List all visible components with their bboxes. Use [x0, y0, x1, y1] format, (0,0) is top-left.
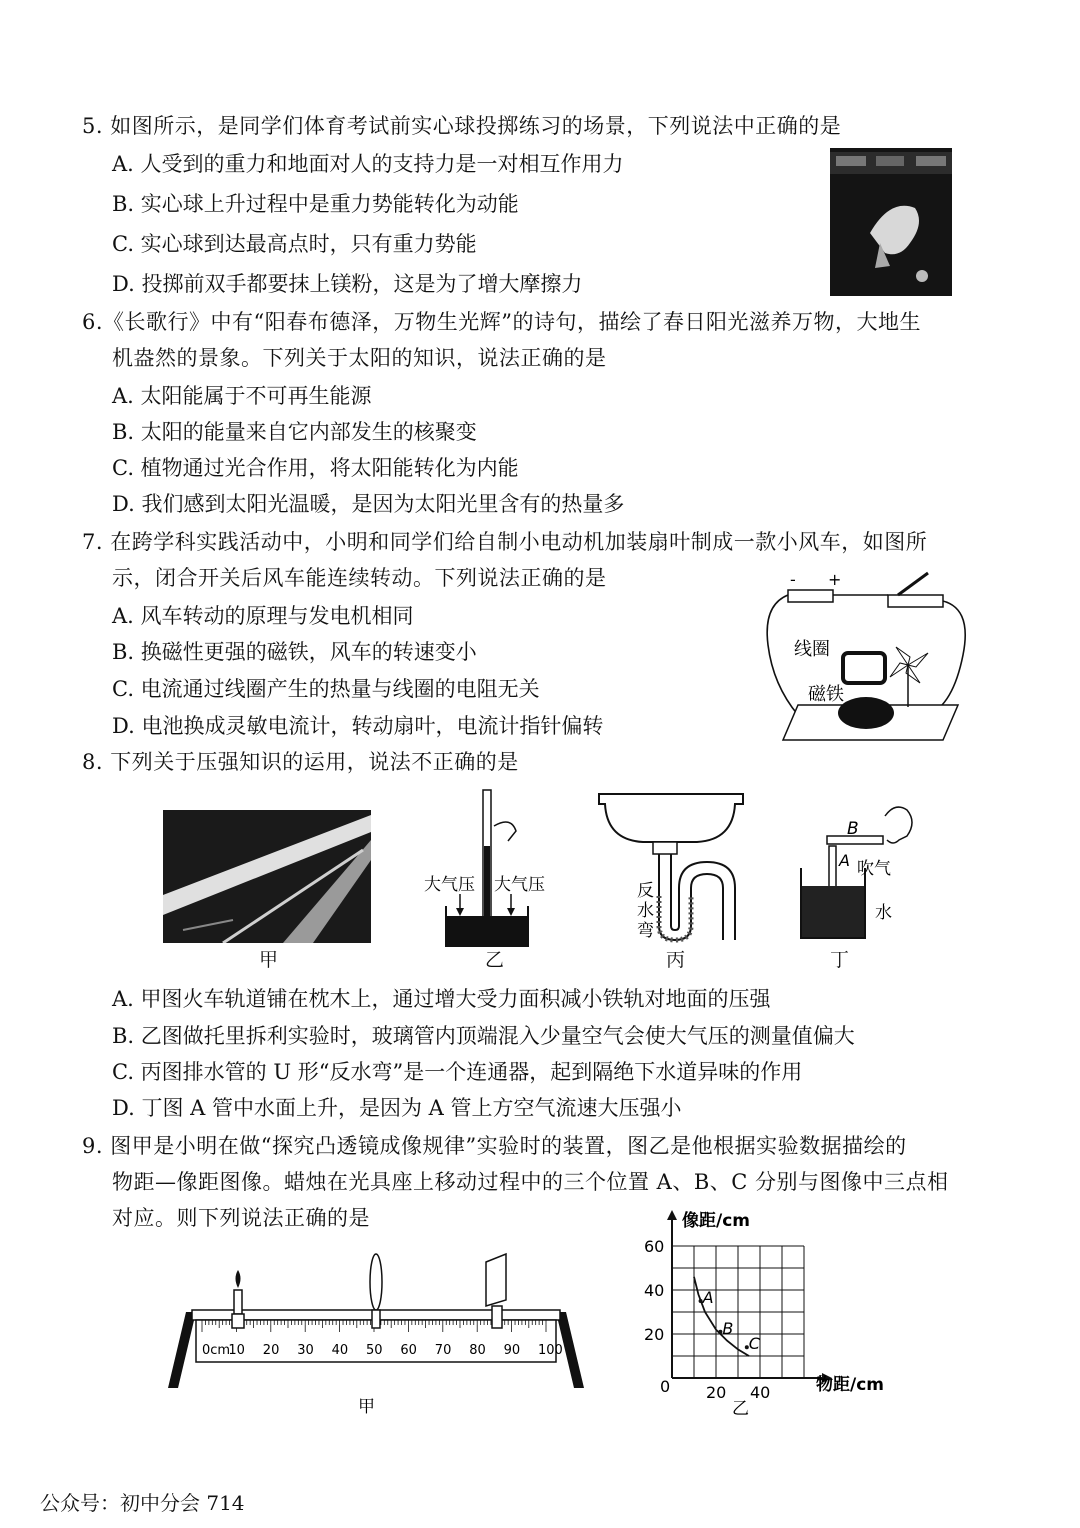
u-trap-pipe-icon	[659, 854, 723, 940]
q8-caption-yi: 乙	[485, 949, 505, 971]
chart-grid	[672, 1246, 804, 1378]
chart-ytick-label: 20	[644, 1325, 665, 1344]
candle-icon	[232, 1270, 244, 1328]
bench-tick-label: 80	[469, 1343, 486, 1358]
bench-caption: 甲	[358, 1397, 375, 1417]
q9-stem-line2: 物距—像距图像。蜡烛在光具座上移动过程中的三个位置 A、B、C 分别与图像中三点相	[112, 1170, 949, 1194]
switch-lever-icon	[898, 573, 928, 595]
q8-fig-yi-torricelli	[416, 786, 556, 948]
q8-option-a: A. 甲图火车轨道铺在枕木上，通过增大受力面积减小铁轨对地面的压强	[112, 987, 771, 1011]
switch-base-icon	[888, 595, 943, 607]
ding-a-label: A	[839, 851, 850, 870]
chart-xtick-label: 20	[706, 1383, 727, 1402]
q8-caption-jia: 甲	[259, 949, 279, 971]
bench-tick-label: 100	[538, 1343, 563, 1358]
y-axis-arrow-icon	[667, 1210, 677, 1220]
q8-option-c: C. 丙图排水管的 U 形“反水弯”是一个连通器，起到隔绝下水道异味的作用	[112, 1060, 803, 1084]
coil-label: 线圈	[794, 639, 830, 660]
q8-option-b: B. 乙图做托里拆利实验时，玻璃管内顶端混入少量空气会使大气压的测量值偏大	[112, 1024, 855, 1048]
q6-option-a: A. 太阳能属于不可再生能源	[112, 384, 372, 408]
magnet-icon	[838, 697, 894, 729]
q6-option-b: B. 太阳的能量来自它内部发生的核聚变	[112, 420, 477, 444]
q8-fig-ding-blow-tube	[795, 796, 925, 946]
q7-option-c: C. 电流通过线圈产生的热量与线圈的电阻无关	[112, 677, 540, 701]
q6-stem-line2: 机盎然的景象。下列关于太阳的知识，说法正确的是	[112, 346, 607, 370]
q5-option-d: D. 投掷前双手都要抹上镁粉，这是为了增大摩擦力	[112, 272, 583, 296]
q7-stem-line2: 示，闭合开关后风车能连续转动。下列说法正确的是	[112, 566, 607, 590]
chart-point-label: A	[702, 1288, 714, 1307]
battery-icon	[788, 590, 833, 602]
q5-stem: 5. 如图所示，是同学们体育考试前实心球投掷练习的场景，下列说法中正确的是	[82, 114, 842, 138]
ding-b-label: B	[847, 819, 859, 839]
q8-caption-ding: 丁	[830, 949, 850, 971]
chart-ytick-label: 60	[644, 1237, 665, 1256]
hand-icon	[494, 822, 516, 841]
yi-left-label: 大气压	[424, 875, 475, 895]
sink-icon	[599, 794, 743, 842]
ding-water-label: 水	[875, 903, 892, 923]
q7-option-d: D. 电池换成灵敏电流计，转动扇叶，电流计指针偏转	[112, 714, 604, 738]
chart-caption: 乙	[732, 1399, 749, 1419]
bench-tick-label: 30	[297, 1343, 314, 1358]
q7-option-a: A. 风车转动的原理与发电机相同	[112, 604, 414, 628]
q8-option-d: D. 丁图 A 管中水面上升，是因为 A 管上方空气流速大压强小	[112, 1096, 682, 1120]
chart-xlabel: 物距/cm	[816, 1375, 884, 1395]
bench-leg-left	[168, 1312, 196, 1388]
q8-fig-jia-rail-photo	[163, 810, 371, 943]
q8-fig-bing-sink-trap	[597, 788, 747, 948]
q9-fig-optical-bench	[160, 1248, 590, 1423]
footer-watermark: 公众号：初中分会 714	[40, 1491, 245, 1515]
q8-caption-bing: 丙	[666, 949, 686, 971]
yi-right-label: 大气压	[494, 875, 545, 895]
bing-label-3: 弯	[637, 921, 654, 941]
magnet-label: 磁铁	[808, 684, 844, 705]
fan-blade-icon	[890, 647, 928, 707]
ding-blow-label: 吹气	[857, 859, 891, 879]
coil-icon	[843, 653, 885, 683]
q9-stem-line1: 9. 图甲是小明在做“探究凸透镜成像规律”实验时的装置，图乙是他根据实验数据描绘的	[82, 1134, 907, 1158]
bing-label-1: 反	[637, 881, 654, 901]
battery-plus: +	[828, 570, 842, 589]
q9-stem-line3: 对应。则下列说法正确的是	[112, 1206, 370, 1230]
chart-xtick-label: 40	[750, 1383, 771, 1402]
chart-ytick-label: 40	[644, 1281, 665, 1300]
bench-tick-label: 50	[366, 1343, 383, 1358]
bench-tick-label: 70	[434, 1343, 452, 1358]
bench-tick-label: 10	[228, 1343, 245, 1358]
bench-tick-label: 20	[262, 1343, 280, 1358]
q6-option-d: D. 我们感到太阳光温暖，是因为太阳光里含有的热量多	[112, 492, 625, 516]
q6-option-c: C. 植物通过光合作用，将太阳能转化为内能	[112, 456, 519, 480]
bench-tick-label: 60	[400, 1343, 417, 1358]
bing-label-2: 水	[637, 901, 654, 921]
q7-stem-line1: 7. 在跨学科实践活动中，小明和同学们给自制小电动机加装扇叶制成一款小风车，如图所	[82, 530, 928, 554]
bench-tick-label: 0cm	[202, 1343, 231, 1358]
q7-option-b: B. 换磁性更强的磁铁，风车的转速变小	[112, 640, 477, 664]
chart-point-label: B	[722, 1318, 734, 1338]
q5-option-c: C. 实心球到达最高点时，只有重力势能	[112, 232, 477, 256]
convex-lens-icon	[370, 1254, 382, 1328]
battery-minus: -	[790, 570, 796, 589]
chart-point-label: C	[748, 1334, 760, 1354]
bench-tick-label: 40	[331, 1343, 349, 1358]
q8-stem: 8. 下列关于压强知识的运用，说法不正确的是	[82, 750, 519, 774]
face-icon	[885, 807, 912, 843]
chart-ylabel: 像距/cm	[682, 1211, 750, 1231]
chart-origin-label: 0	[660, 1377, 671, 1396]
q9-fig-distance-chart	[640, 1206, 900, 1421]
q7-motor-diagram	[758, 565, 980, 745]
q5-option-b: B. 实心球上升过程中是重力势能转化为动能	[112, 192, 519, 216]
q5-option-a: A. 人受到的重力和地面对人的支持力是一对相互作用力	[112, 152, 624, 176]
q5-photo-shot-put	[830, 148, 952, 296]
bench-tick-label: 90	[503, 1343, 521, 1358]
q6-stem-line1: 6.《长歌行》中有“阳春布德泽，万物生光辉”的诗句，描绘了春日阳光滋养万物，大地生	[82, 310, 922, 334]
